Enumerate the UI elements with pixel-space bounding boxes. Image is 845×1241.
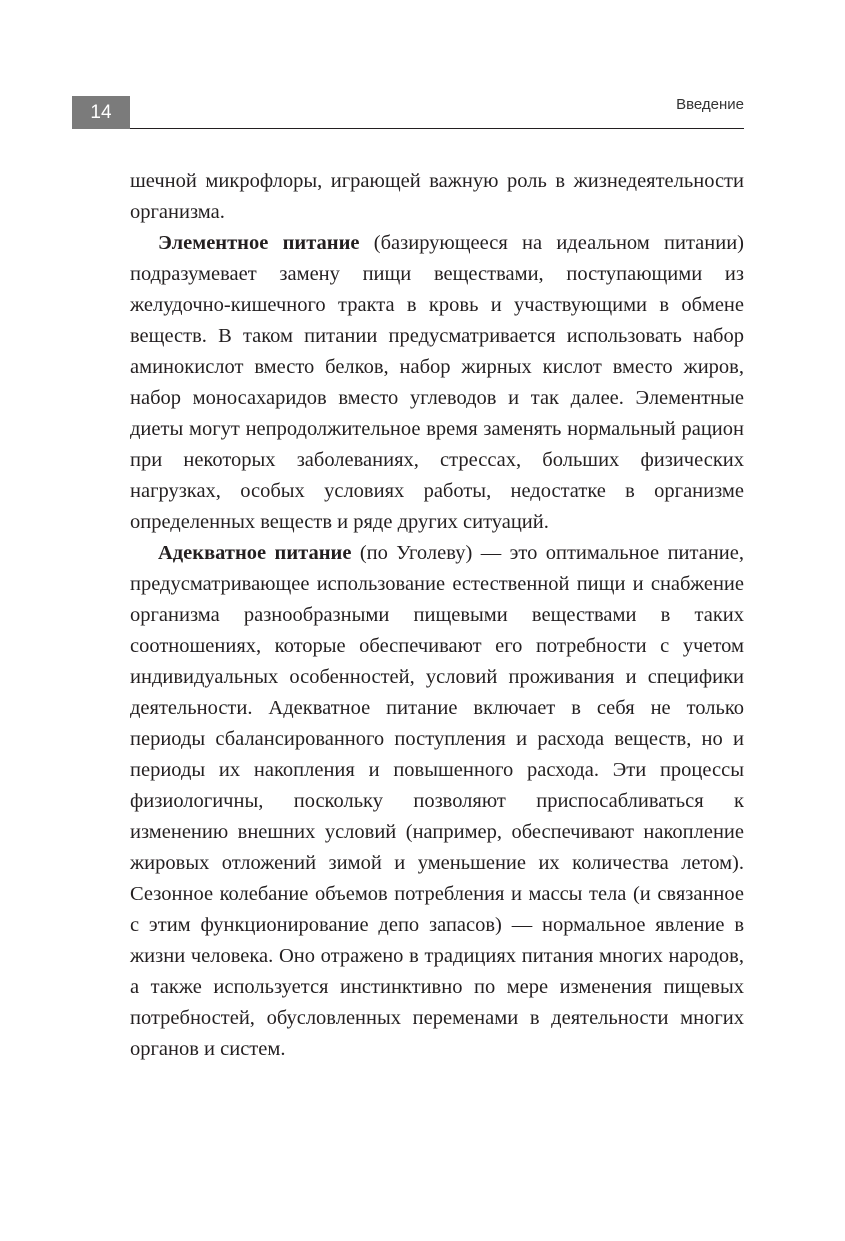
body-text	[130, 166, 744, 1065]
paragraph-text: (базирующееся на идеальном питании) подразумевает замену пищи веществами, поступающими из желудочно-кишечного тракта в кровь и участвующими в обмене веществ. В таком питании предусматривается использовать набор аминокислот вместо белков, набор жирных кислот вместо жиров, набор моносахаридов вместо углеводов и так далее. Элементные диеты могут непродолжительное время заменять нормальный рацион при некоторых заболеваниях, стрессах, больших физических нагрузках, особых условиях работы, недостатке в организме определенных веществ и ряде других ситуаций.	[130, 232, 744, 533]
paragraph-text: (по Уголеву) — это оптимальное питание, предусматривающее использование естественной пищи и снабжение организма разнообразными пищевыми веществами в таких соотношениях, которые обеспечивают его потребности с учетом индивидуальных особенностей, условий проживания и специфики деятельности. Адекватное питание включает в себя не только периоды сбалансированного поступления и расхода веществ, но и периоды их накопления и повышенного расхода. Эти процессы физиологичны, поскольку позволяют приспосабливаться к изменению внешних условий (например, обеспечивают накопление жировых отложений зимой и уменьшение их количества летом). Сезонное колебание объемов потребления и массы тела (и связанное с этим функционирование депо запасов) — нормальное явление в жизни человека. Оно отражено в традициях питания многих народов, а также используется инстинктивно по мере изменения пищевых потребностей, обусловленных переменами в деятельности многих органов и систем.	[130, 542, 744, 1060]
term-elemental-nutrition: Элементное питание	[158, 232, 360, 254]
page-header	[72, 96, 744, 129]
paragraph-adequate-nutrition	[130, 538, 744, 1065]
paragraph-continuation	[130, 166, 744, 228]
page-number: 14	[72, 96, 130, 129]
header-rule	[130, 128, 744, 129]
paragraph-elemental-nutrition	[130, 228, 744, 538]
running-head: Введение	[676, 96, 744, 113]
term-adequate-nutrition: Адекватное питание	[158, 542, 352, 564]
paragraph-text: шечной микрофлоры, играющей важную роль в жизнедеятельности организма.	[130, 170, 744, 223]
